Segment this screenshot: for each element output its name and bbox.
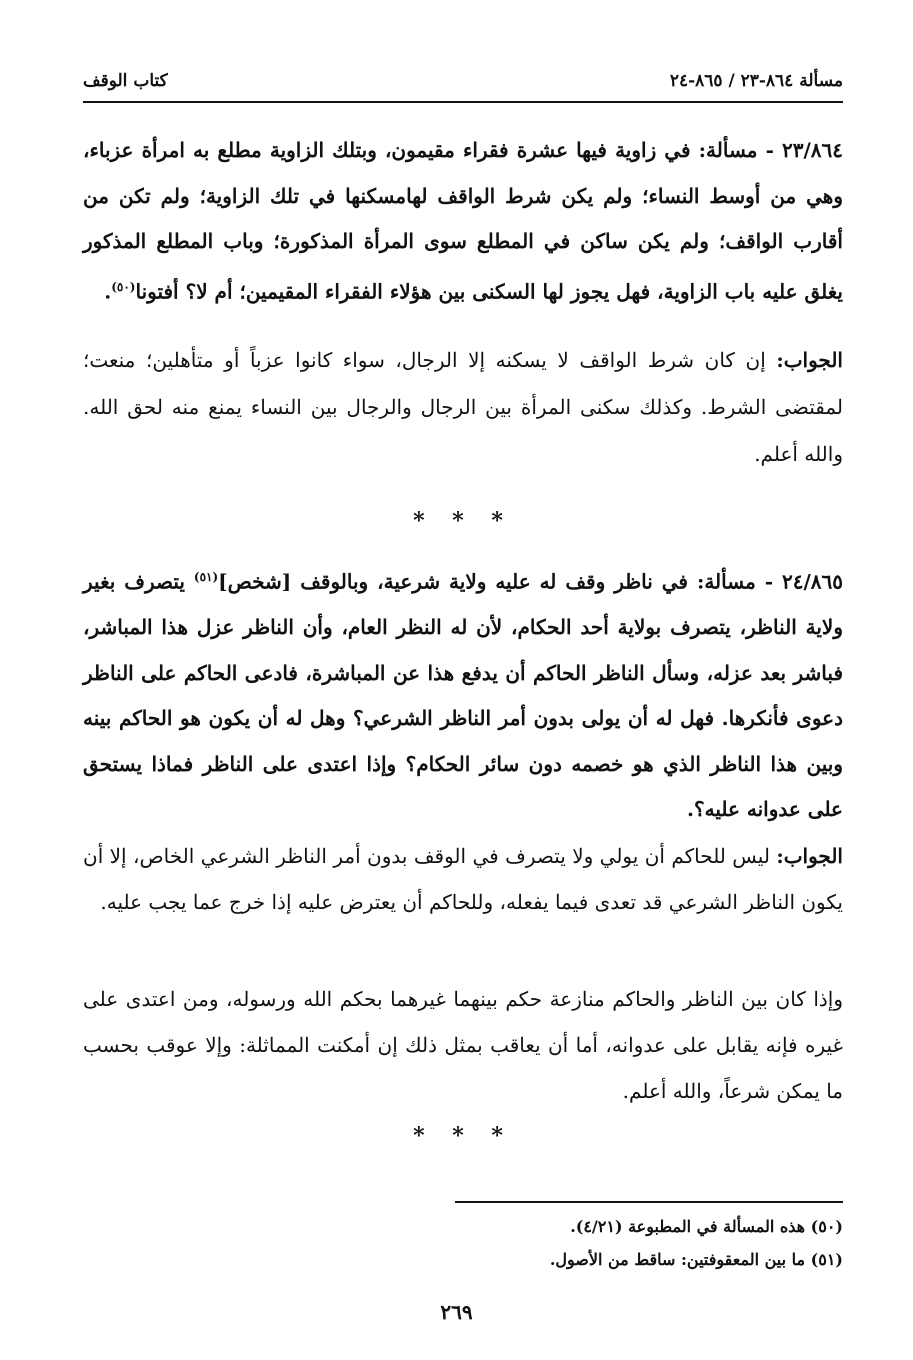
section-separator: * * * (413, 508, 513, 534)
footnotes (83, 1210, 843, 1276)
footnote-ref-50[interactable]: (٥٠) (111, 279, 136, 294)
answer-label: الجواب: (776, 844, 843, 868)
footnote-ref-51[interactable]: (٥١) (193, 570, 219, 584)
footnote-50: (٥٠) هذه المسألة في المطبوعة (٤/٢١). (570, 1217, 843, 1236)
answer-865 (83, 833, 843, 925)
question-865 (83, 555, 843, 833)
footnote-divider (455, 1201, 843, 1203)
answer-864-text: إن كان شرط الواقف لا يسكنه إلا الرجال، سواء كانوا عزباً أو متأهلين؛ منعت؛ لمقتضى الشرط. وكذلك سكنى المرأة بين الرجال والرجال بين النساء يمنع منه لحق الله. والله أعلم. (83, 348, 843, 466)
page-number: ٢٦٩ (440, 1300, 473, 1324)
header-divider (83, 101, 843, 103)
answer-865-continued (83, 976, 843, 1114)
header-book-title: كتاب الوقف (83, 71, 168, 91)
question-865-text-start: ٢٤/٨٦٥ - مسألة: في ناظر وقف له عليه ولاية شرعية، وبالوقف [شخص] (218, 569, 843, 594)
answer-865-continued-text: وإذا كان بين الناظر والحاكم منازعة حكم بينهما غيرهما بحكم الله ورسوله، ومن اعتدى على غيره فإنه يقابل على عدوانه، أما أن يعاقب بمثل ذلك إن أمكنت المماثلة: وإلا عوقب بحسب ما يمكن شرعاً، والله أعلم. (83, 987, 843, 1103)
answer-label: الجواب: (776, 348, 843, 372)
question-864 (83, 128, 843, 315)
running-header (83, 66, 843, 96)
answer-865-text: ليس للحاكم أن يولي ولا يتصرف في الوقف بدون أمر الناظر الشرعي الخاص، إلا أن يكون الناظر الشرعي قد تعدى فيما يفعله، وللحاكم أن يعترض عليه إذا خرج عما يجب عليه. (83, 844, 843, 914)
question-864-text: ٢٣/٨٦٤ - مسألة: في زاوية فيها عشرة فقراء مقيمون، وبتلك الزاوية مطلع به امرأة عزباء، وهي من أوسط النساء؛ ولم يكن شرط الواقف لهامسكنها في تلك الزاوية؛ ولم تكن من أقارب الواقف؛ ولم يكن ساكن في المطلع سوى المرأة المذكورة؛ وباب المطلع المذكور يغلق عليه باب الزاوية، فهل يجوز لها السكنى بين هؤلاء الفقراء المقيمين؛ أم لا؟ أفتونا (83, 138, 843, 304)
question-865-text-rest: يتصرف بغير ولاية الناظر، يتصرف بولاية أحد الحكام، لأن له النظر العام، وأن الناظر عزل هذا المباشر، فباشر بعد عزله، وسأل الناظر الحاكم أن يدفع هذا عن المباشرة، فادعى الحاكم على الناظر دعوى فأنكرها. فهل له أن يولى بدون أمر الناظر الشرعي؟ وهل له أن يكون هو الحاكم بينه وبين هذا الناظر الذي هو خصمه دون سائر الحكام؟ وإذا اعتدى على الناظر فماذا يستحق على عدوانه عليه؟. (83, 569, 843, 822)
header-issue-range: مسألة ٨٦٤-٢٣ / ٨٦٥-٢٤ (669, 71, 843, 91)
footnote-51: (٥١) ما بين المعقوفتين: ساقط من الأصول. (549, 1250, 843, 1269)
section-separator: * * * (413, 1123, 513, 1149)
answer-864 (83, 337, 843, 478)
question-864-end: . (104, 279, 112, 304)
